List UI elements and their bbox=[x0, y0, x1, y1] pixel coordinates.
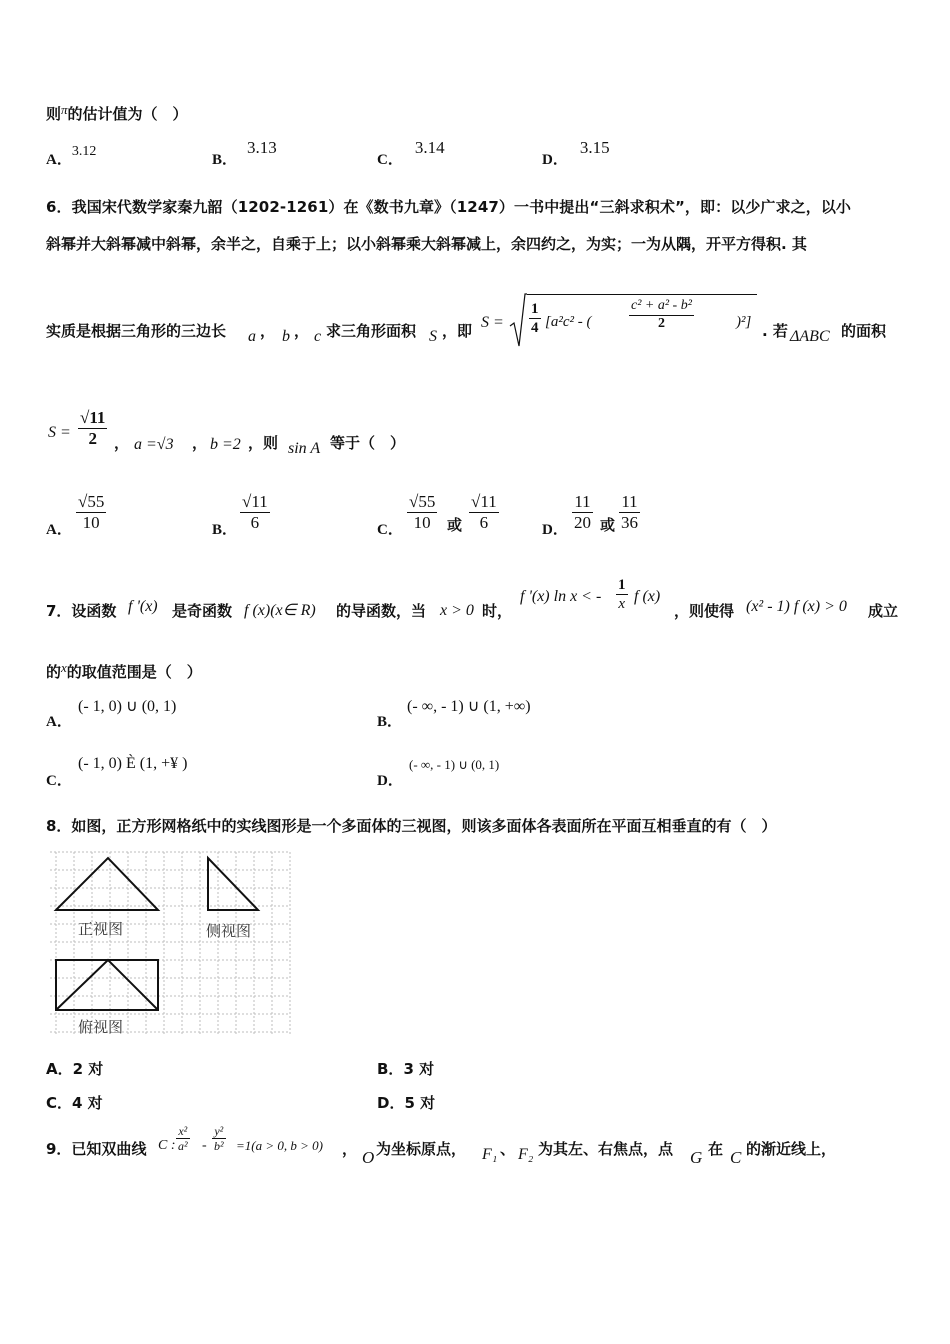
q5-option-b: B．3.13 bbox=[212, 138, 277, 168]
q7-line2: 的x的取值范围是（ ） bbox=[46, 660, 202, 681]
radical-sign bbox=[509, 292, 527, 350]
front-view-label: 正视图 bbox=[78, 920, 124, 938]
q5-option-c: C．3.14 bbox=[377, 138, 445, 168]
q8-option-c: C．4 对 bbox=[46, 1094, 103, 1112]
q6-line2: 斜幂并大斜幂减中斜幂，余半之，自乘于上；以小斜幂乘大斜幂减上，余四约之，为实；一为从隅，开平方得积. 其 bbox=[46, 235, 807, 253]
q8-option-a: A．2 对 bbox=[46, 1060, 104, 1078]
three-view-figure bbox=[46, 848, 294, 1040]
q5-option-a: A．3.12 bbox=[46, 144, 97, 168]
q5-option-d: D．3.15 bbox=[542, 138, 610, 168]
q8-stem: 8．如图，正方形网格纸中的实线图形是一个多面体的三视图，则该多面体各表面所在平面互相垂直的有（ ） bbox=[46, 817, 777, 835]
side-view-label: 侧视图 bbox=[206, 922, 252, 940]
q8-option-b: B．3 对 bbox=[377, 1060, 435, 1078]
top-view-label: 俯视图 bbox=[78, 1018, 124, 1036]
three-view-drawing bbox=[46, 848, 294, 1040]
q6-line1: 6．我国宋代数学家秦九韶（1202-1261）在《数书九章》（1247）一书中提出“三斜求积术”，即：以少广求之，以小 bbox=[46, 198, 852, 216]
q8-option-d: D．5 对 bbox=[377, 1094, 436, 1112]
q5-stem: 则π的估计值为（ ） bbox=[46, 102, 188, 123]
q9-stem: 9．已知双曲线 C : $\frac{\text{x²}}{\text{a²}}$ - $\frac{\text{y²}}{\text{b²}}$ =1(a > 0, b > 0) ， O 为坐标原点， F₁ 、 F₂ 为其左、右焦点，点 G 在 C 的渐近线上， bbox=[46, 1124, 837, 1167]
